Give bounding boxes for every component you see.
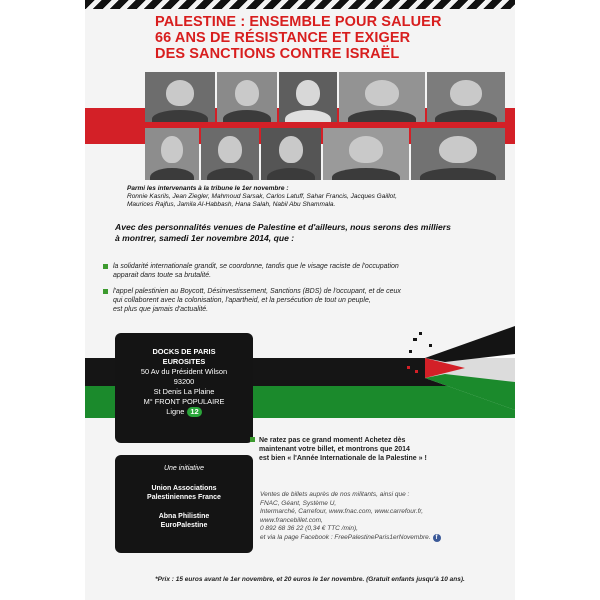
title-line: PALESTINE : ENSEMBLE POUR SALUER [155,14,442,30]
bullet-item [103,262,443,280]
cta-text: maintenant votre billet, et montrons que 2014 [259,446,410,453]
ticket-text: Intermarché, Carrefour, www.fnac.com, www.carrefour.fr, [260,508,424,516]
cta-text: Ne ratez pas ce grand moment! Achetez dès [259,437,406,444]
ticket-info [260,491,495,543]
speaker-photo-grid [145,72,505,182]
venue-name: EUROSITES [162,357,206,366]
venue-address: 50 Av du Président Wilson [140,367,228,376]
intro-line: à montrer, samedi 1er novembre 2014, que : [115,233,295,243]
green-square-bullet-icon [103,264,108,269]
green-square-bullet-icon [250,437,255,442]
organizer-name: Union Associations [151,485,217,492]
ticket-text: FNAC, Géant, Système U, [260,499,337,507]
speaker-photo [427,72,505,122]
hazard-stripe-border [85,0,515,9]
speakers-names: Maurices Rajfus, Jamila Al-Habbash, Hana Salah, Nabil Abu Shammala. [127,201,336,208]
speakers-heading: Parmi les intervenants à la tribune le 1er novembre : [127,185,289,192]
speaker-photo [201,128,259,180]
bullet-item [103,287,443,314]
speaker-photo [323,128,409,180]
ticket-text: 0 892 68 36 22 (0,34 € TTC /min), [260,525,358,533]
venue-address: St Denis La Plaine [153,387,215,396]
organizer-name: EuroPalestine [160,522,208,529]
title-line: DES SANCTIONS CONTRE ISRAËL [155,46,400,62]
venue-box [115,333,253,443]
ticket-text: Ventes de billets auprès de nos militants, ainsi que : [260,491,410,498]
venue-name: DOCKS DE PARIS [152,347,216,356]
bullet-text: la solidarité internationale grandit, se coordonne, tandis que le visage raciste de l'occupation [113,263,399,270]
title-line: 66 ANS DE RÉSISTANCE ET EXIGER [155,30,411,46]
ticket-text: www.francebillet.com, [260,516,323,524]
green-square-bullet-icon [103,289,108,294]
speakers-names: Ronnie Kasrils, Jean Ziegler, Mahmoud Sarsak, Carlos Latuff, Sahar Francis, Jacques Gaillot, [127,193,397,200]
page-title [155,14,495,62]
flyer-page [85,0,515,600]
cta-text: est bien « l'Année Internationale de la Palestine » ! [259,455,427,462]
speakers-list [127,185,497,209]
organizer-name: Abna Philistine [158,513,210,520]
venue-address: 93200 [173,377,195,386]
speaker-photo [217,72,277,122]
bullet-text: qui collaborent avec la colonisation, l'apartheid, et la persécution de tout un peuple, [113,297,371,304]
speaker-photo [279,72,337,122]
speaker-photo [339,72,425,122]
organizer-name: Palestiniennes France [147,494,221,501]
metro-line-badge: 12 [187,407,201,417]
call-to-action [250,436,490,463]
venue-metro: M° FRONT POPULAIRE [143,397,225,406]
speaker-photo [411,128,505,180]
palestinian-flag-icon [405,318,515,418]
speaker-photo [145,72,215,122]
initiative-box [115,455,253,553]
intro-line: Avec des personnalités venues de Palestine et d'ailleurs, nous serons des milliers [115,222,451,232]
facebook-icon[interactable]: f [433,534,441,542]
intro-statement [115,222,485,244]
venue-metro-line-label: Ligne [166,407,185,416]
initiative-label: Une initiative [163,465,205,472]
bullet-text: apparait dans toute sa brutalité. [113,272,212,279]
speaker-photo [261,128,321,180]
price-note: *Prix : 15 euros avant le 1er novembre, et 20 euros le 1er novembre. (Gratuit enfants jusqu'à 10 ans). [155,576,465,583]
bullet-text: est plus que jamais d'actualité. [113,306,209,313]
bullet-text: l'appel palestinien au Boycott, Désinvestissement, Sanctions (BDS) de l'occupant, et de ceux [113,288,401,295]
facebook-page-link[interactable]: et via la page Facebook : FreePalestineParis1erNovembre. [260,533,431,541]
speaker-photo [145,128,199,180]
